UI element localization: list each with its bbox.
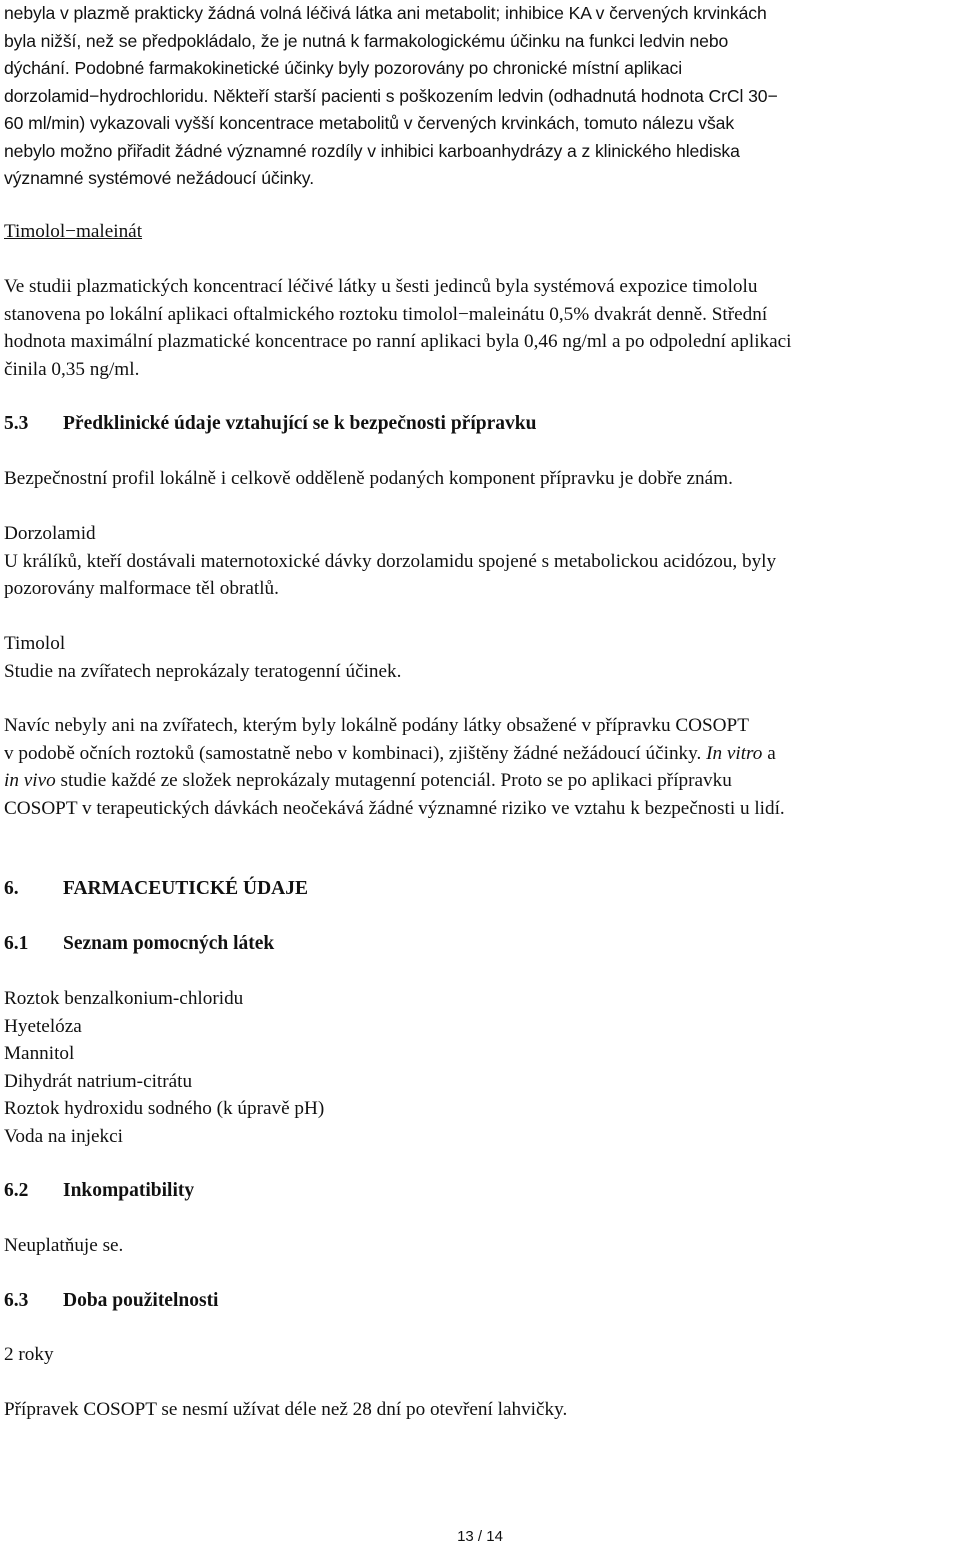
timolol-subheading: [4, 218, 956, 246]
section-title: Předklinické údaje vztahující se k bezpečnosti přípravku: [63, 413, 537, 434]
text-line: dýchání. Podobné farmakokinetické účinky byly pozorovány po chronické místní aplikaci: [4, 58, 683, 78]
text-line: U králíků, kteří dostávali maternotoxické dávky dorzolamidu spojené s metabolickou acidózou, byly: [4, 550, 777, 572]
text-line: Bezpečnostní profil lokálně i celkově odděleně podaných komponent přípravku je dobře znám.: [4, 468, 733, 489]
section-6-heading: [4, 875, 956, 903]
section-title: Doba použitelnosti: [63, 1290, 219, 1311]
text-line: Ve studii plazmatických koncentrací léčivé látky u šesti jedinců byla systémová expozice timololu: [4, 276, 758, 297]
text-line: 2 roky: [4, 1344, 54, 1365]
list-item: Voda na injekci: [4, 1125, 124, 1147]
text-line: v podobě očních roztoků (samostatně nebo v kombinaci), zjištěny žádné nežádoucí účinky. In vitro a: [4, 742, 776, 764]
text-line: pozorovány malformace těl obratlů.: [4, 578, 279, 599]
section-number: 6.2: [4, 1180, 29, 1201]
text-line: Navíc nebyly ani na zvířatech, kterým byly lokálně podány látky obsažené v přípravku COSOPT: [4, 715, 749, 736]
section-6-2-heading: [4, 1177, 956, 1205]
text-line: hodnota maximální plazmatické koncentrace po ranní aplikaci byla 0,46 ng/ml a po odpolední aplikaci: [4, 331, 792, 352]
text-line: nebyla v plazmě prakticky žádná volná léčivá látka ani metabolit; inhibice KA v červených krvinkách: [4, 3, 767, 23]
section-number: 6.3: [4, 1290, 29, 1311]
section-number: 6.1: [4, 933, 29, 954]
timolol-paragraph: [4, 273, 956, 383]
text-line: dorzolamid−hydrochloridu. Někteří starší pacienti s poškozením ledvin (odhadnutá hodnota CrCl 30−: [4, 85, 778, 106]
section-6-3-text1: [4, 1341, 956, 1369]
list-item: Roztok benzalkonium-chloridu: [4, 988, 244, 1009]
text-line: COSOPT v terapeutických dávkách neočekává žádné významné riziko ve vztahu k bezpečnosti u lidí.: [4, 797, 785, 819]
list-item: Roztok hydroxidu sodného (k úpravě pH): [4, 1098, 325, 1119]
dorzolamid-label: Dorzolamid: [4, 523, 96, 544]
timolol-block: [4, 630, 956, 685]
dorzolamid-block: [4, 520, 956, 603]
timolol-label: Timolol: [4, 633, 66, 654]
text-line: činila 0,35 ng/ml.: [4, 358, 140, 380]
section-title: Inkompatibility: [63, 1180, 195, 1201]
section-number: 6.: [4, 878, 19, 899]
list-item: Mannitol: [4, 1043, 75, 1064]
text-line: Přípravek COSOPT se nesmí užívat déle než 28 dní po otevření lahvičky.: [4, 1399, 568, 1420]
list-item: Dihydrát natrium-citrátu: [4, 1070, 193, 1092]
excipient-list: [4, 985, 956, 1150]
section-6-3-heading: [4, 1287, 956, 1315]
text-line: Neuplatňuje se.: [4, 1235, 124, 1256]
section-number: 5.3: [4, 413, 29, 434]
text-line: in vivo studie každé ze složek neprokázaly mutagenní potenciál. Proto se po aplikaci přípravku: [4, 770, 732, 791]
subheading-text: Timolol−maleinát: [4, 221, 143, 242]
text-line: byla nižší, než se předpokládalo, že je nutná k farmakologickému účinku na funkci ledvin nebo: [4, 30, 729, 51]
section-5-3-intro: [4, 465, 956, 493]
list-item: Hyetelóza: [4, 1015, 82, 1037]
text-line: významné systémové nežádoucí účinky.: [4, 168, 314, 188]
text-line: stanovena po lokální aplikaci oftalmického roztoku timolol−maleinátu 0,5% dvakrát denně. Střední: [4, 303, 768, 325]
page-number: 13 / 14: [457, 1528, 503, 1545]
section-title: FARMACEUTICKÉ ÚDAJE: [63, 878, 309, 899]
section-6-3-text2: [4, 1396, 956, 1424]
section-5-3-heading: [4, 410, 956, 438]
section-6-1-heading: [4, 930, 956, 958]
section-title: Seznam pomocných látek: [63, 933, 275, 954]
text-line: nebylo možno přiřadit žádné významné rozdíly v inhibici karboanhydrázy a z klinického hlediska: [4, 140, 740, 161]
section-5-3-paragraph: [4, 712, 956, 822]
text-line: Studie na zvířatech neprokázaly teratogenní účinek.: [4, 660, 402, 682]
text-line: 60 ml/min) vykazovali vyšší koncentrace metabolitů v červených krvinkách, tomuto nálezu však: [4, 113, 735, 133]
section-6-2-text: [4, 1232, 956, 1260]
intro-paragraph: [4, 0, 956, 193]
